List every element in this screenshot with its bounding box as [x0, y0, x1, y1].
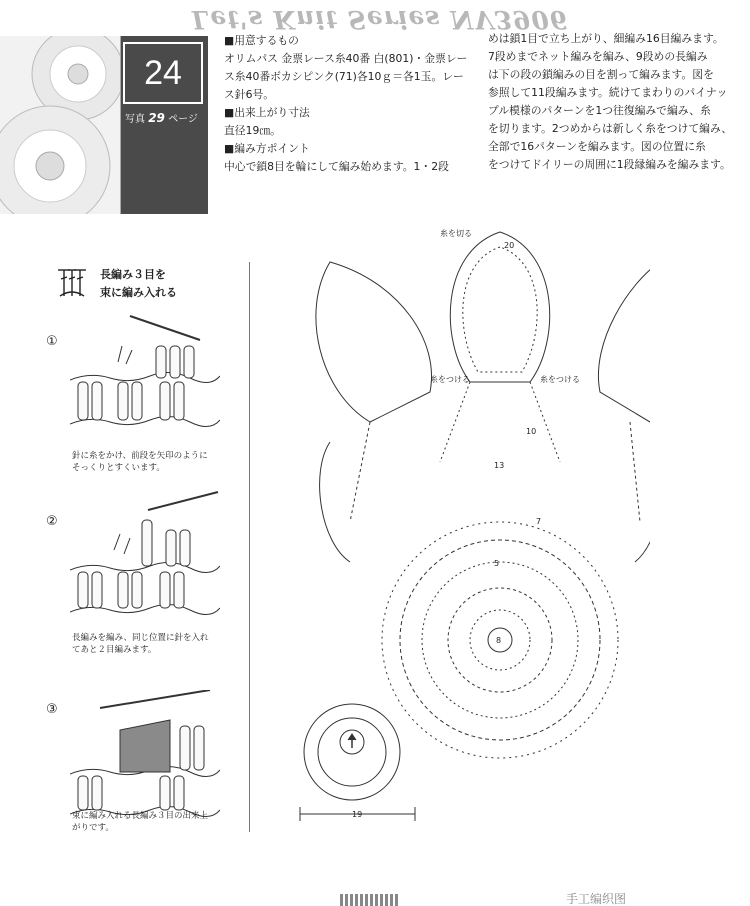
step-caption-line: そっくりとすくいます。 — [72, 463, 165, 473]
photo-ref-suffix: ページ — [168, 114, 198, 125]
pattern-number-box — [120, 36, 208, 214]
step-caption — [72, 810, 208, 834]
watermark-text: 手工编织图 — [566, 892, 627, 906]
photo-ref-prefix: 写真 — [125, 114, 145, 125]
step-caption — [72, 450, 208, 474]
legend-title-line: 束に編み入れる — [100, 286, 177, 299]
footer-page-number — [340, 894, 400, 906]
yarn-attach-label: 糸をつける — [430, 375, 470, 384]
step-caption-line: てあと２目編みます。 — [72, 645, 157, 655]
step-caption-line: 長編みを編み、同じ位置に針を入れ — [72, 633, 209, 643]
row-marker: 20 — [504, 241, 515, 250]
row-marker: 7 — [536, 517, 542, 526]
series-title: Let's Knit Series NV3906 — [191, 5, 569, 34]
instruction-line: 全部で16パターンを編みます。図の位置に糸 — [488, 140, 706, 153]
yarn-cut-label: 糸を切る — [440, 229, 472, 238]
step-caption — [72, 632, 209, 656]
step-2-illustration — [70, 490, 220, 626]
instruction-line: ス針6号。 — [224, 88, 275, 101]
row-marker: 10 — [526, 427, 537, 436]
triple-dc-symbol-icon — [54, 266, 90, 302]
instructions-column-1 — [224, 32, 488, 176]
step-3-illustration — [70, 690, 220, 824]
step-number: ① — [46, 334, 58, 349]
instruction-line: ■出来上がり寸法 — [224, 106, 310, 119]
legend-title — [100, 266, 177, 302]
crochet-chart-diagram — [290, 222, 650, 836]
row-marker: 8 — [496, 636, 502, 645]
doily-photo — [0, 36, 120, 214]
instruction-line: ■用意するもの — [224, 34, 299, 47]
step-1-illustration — [70, 306, 220, 442]
instruction-line: は下の段の鎖編みの目を割って編みます。図を — [488, 68, 714, 81]
row-marker: 5 — [494, 559, 500, 568]
step-number: ② — [46, 514, 58, 529]
yarn-attach-label: 糸をつける — [540, 375, 580, 384]
photo-ref-page: 29 — [148, 111, 165, 125]
instructions-column-2 — [488, 30, 743, 174]
step-caption-line: 束に編み入れる長編み３目の出来上 — [72, 811, 209, 821]
instruction-line: を切ります。2つめからは新しく糸をつけて編み、 — [488, 122, 733, 135]
instruction-line: ス糸40番ボカシピンク(71)各10ｇ＝各1玉。レー — [224, 70, 464, 83]
instruction-line: オリムパス 金票レース糸40番 白(801)・金票レー — [224, 52, 468, 65]
photo-page-ref — [125, 110, 198, 125]
pattern-number: 24 — [123, 42, 203, 104]
column-divider — [249, 262, 250, 832]
instruction-line: 中心で鎖8目を輪にして編み始めます。1・2段 — [224, 160, 449, 173]
instruction-line: めは鎖1目で立ち上がり、細編み16目編みます。 — [488, 32, 724, 45]
instruction-line: 7段めまでネット編みを編み、9段めの長編み — [488, 50, 708, 63]
row-marker: 13 — [494, 461, 505, 470]
legend-title-line: 長編み３目を — [100, 268, 166, 281]
instruction-line: ■編み方ポイント — [224, 142, 310, 155]
instruction-line: 参照して11段編みます。続けてまわりのパイナッ — [488, 86, 728, 99]
step-caption-line: がりです。 — [72, 823, 114, 833]
instruction-line: プル模様のパターンを1つ往復編みで編み、糸 — [488, 104, 711, 117]
step-number: ③ — [46, 702, 58, 717]
instruction-line: をつけてドイリーの周囲に1段縁編みを編みます。 — [488, 158, 731, 171]
instruction-line: 直径19㎝。 — [224, 124, 281, 137]
step-caption-line: 針に糸をかけ、前段を矢印のように — [72, 451, 208, 461]
dimension-label: 19 — [352, 810, 363, 819]
